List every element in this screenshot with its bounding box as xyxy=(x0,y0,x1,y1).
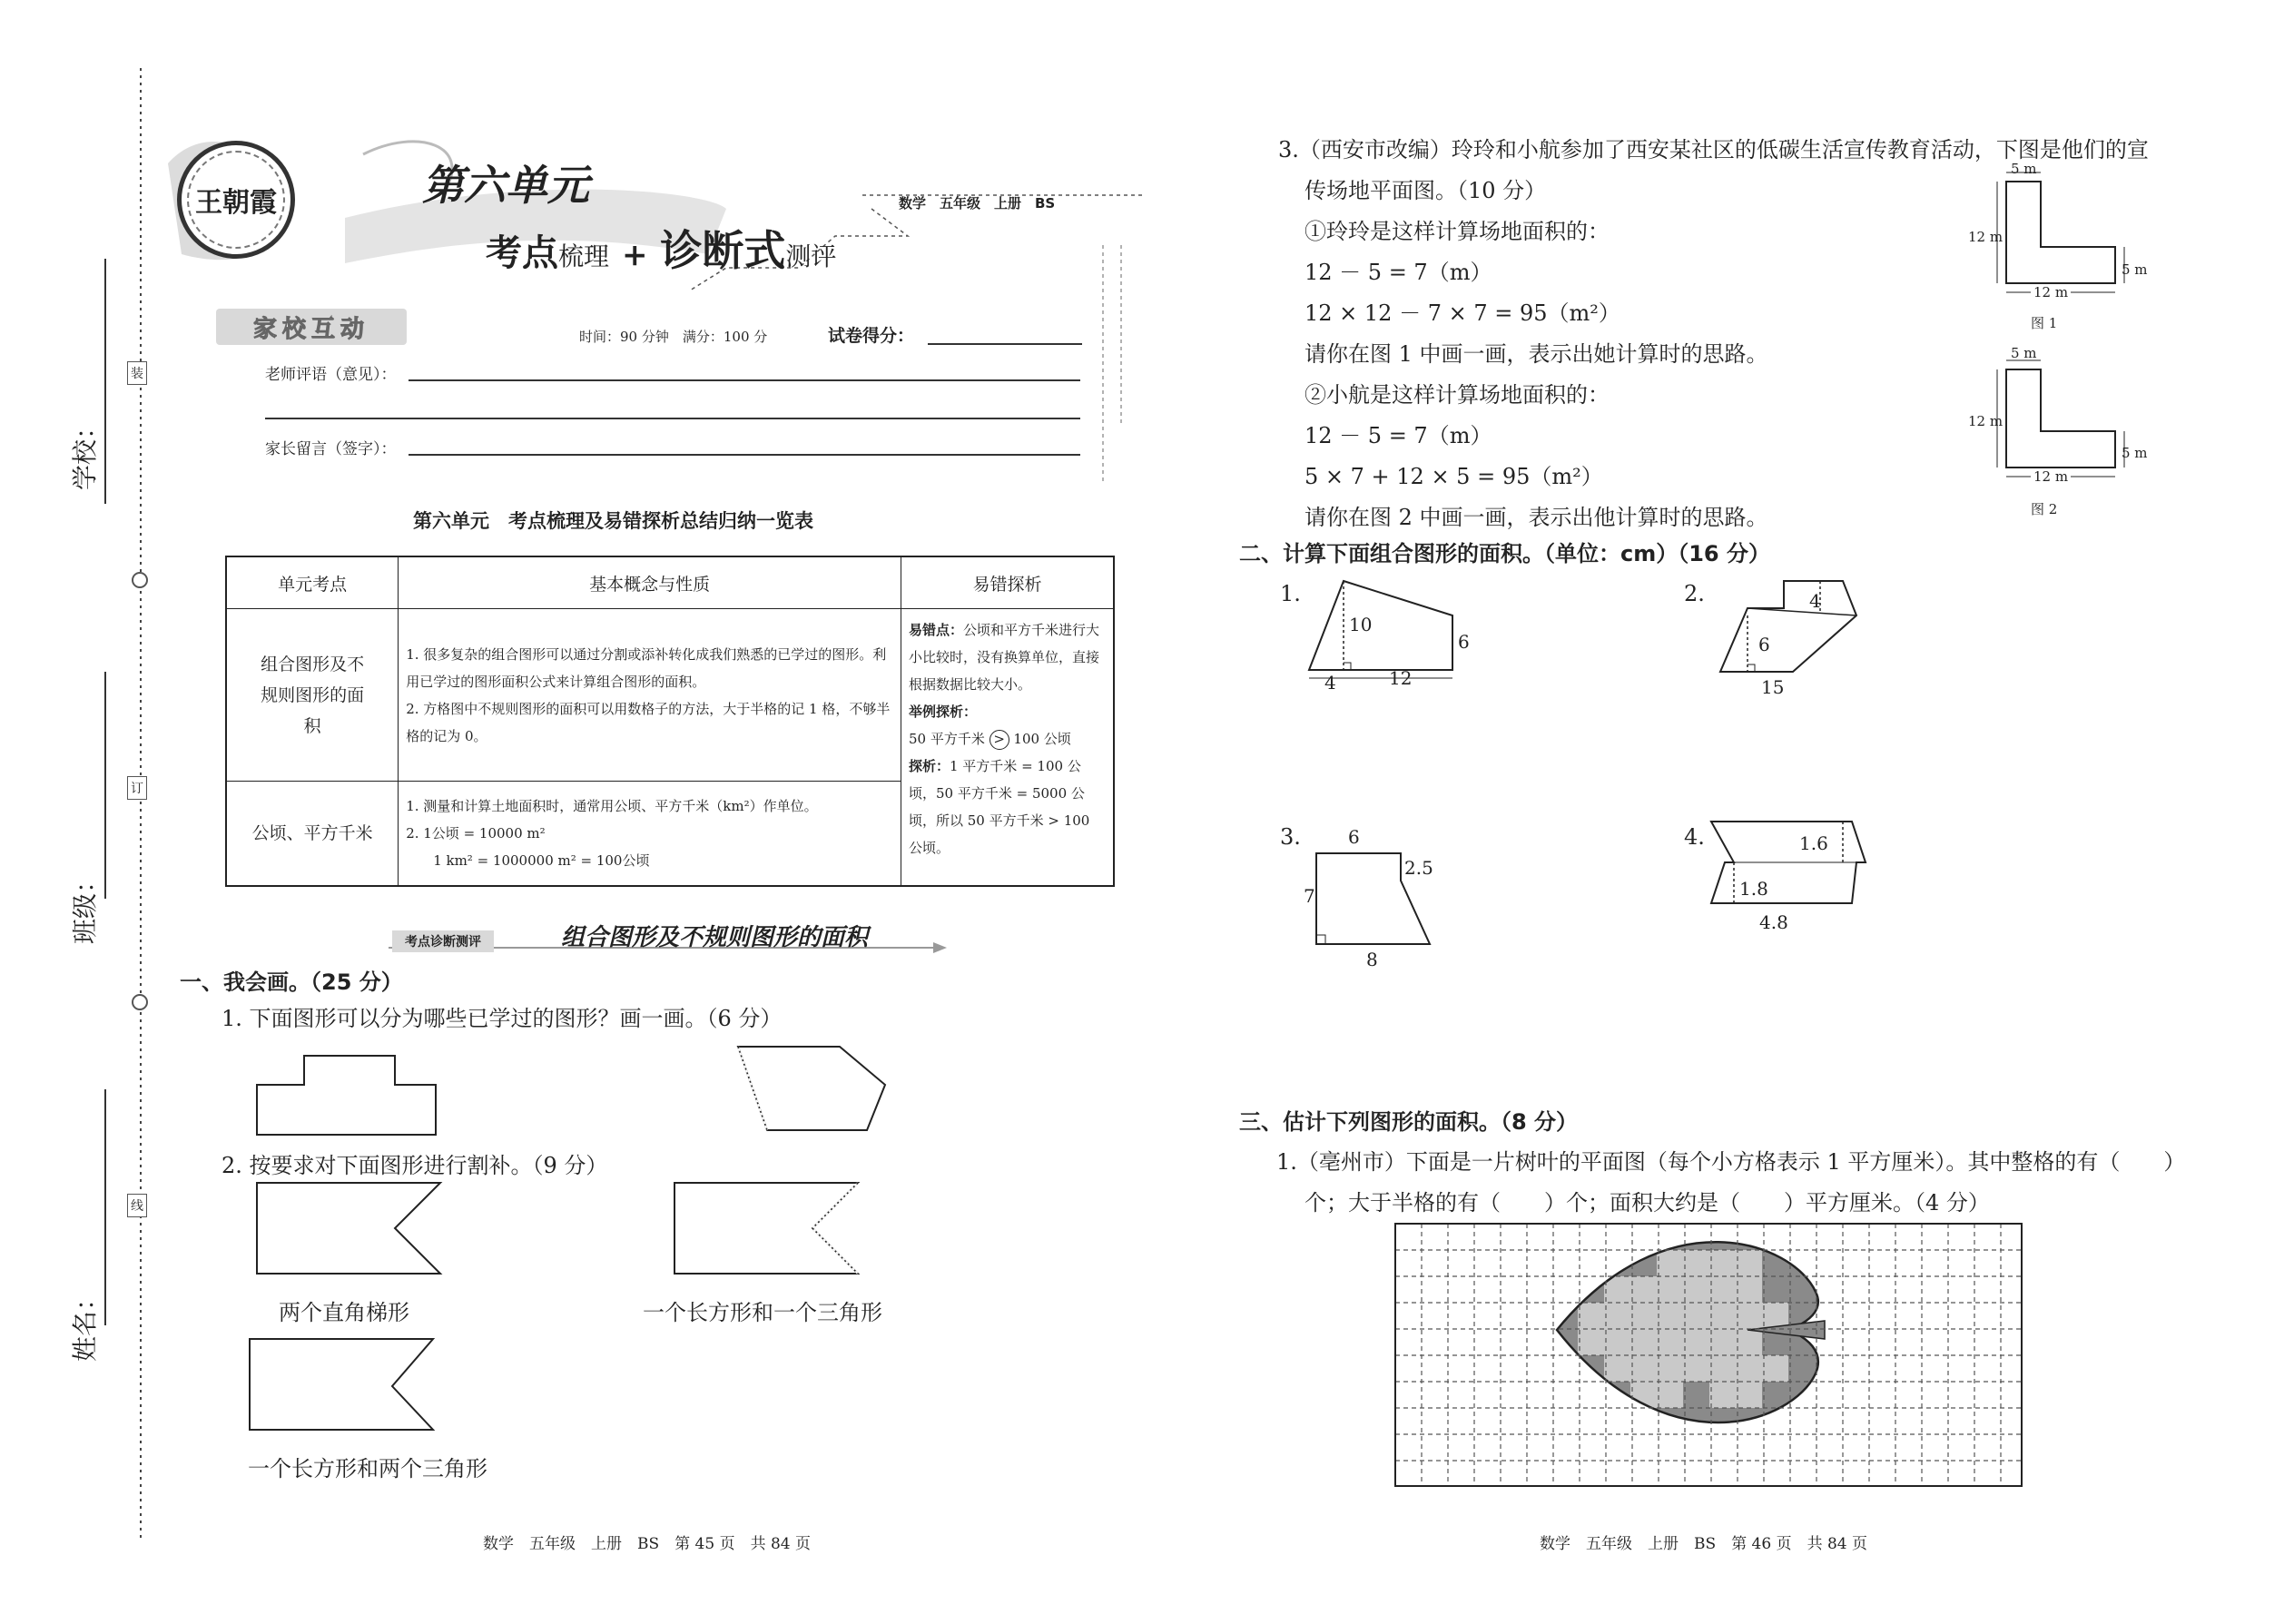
subtitle-plus: + xyxy=(621,237,648,273)
shape-cut-2 xyxy=(672,1180,871,1280)
shape-cut-1 xyxy=(254,1180,454,1280)
subtitle-zhenduan: 诊断式 xyxy=(660,226,786,275)
q3-b3: 5 × 7 + 12 × 5 = 95（m²） xyxy=(1305,464,1603,489)
p2-f1-num: 1. xyxy=(1280,581,1301,606)
teacher-comment-field-2[interactable] xyxy=(265,418,1080,419)
p2-figure-4 xyxy=(1707,817,1888,926)
class-field[interactable] xyxy=(104,672,106,899)
p2-figure-2 xyxy=(1707,572,1888,681)
q3-intro-1: 3.（西安市改编）玲玲和小航参加了西安某社区的低碳生活宣传教育活动，下图是他们的宣 xyxy=(1278,137,2149,162)
binding-dotted-line xyxy=(136,68,145,1611)
teacher-comment-label: 老师评语（意见）： xyxy=(265,366,397,384)
summary-concept-1-2: 2. 方格图中不规则图形的面积可以用数格子的方法，大于半格的记 1 格，不够半格的记为 0。 xyxy=(406,700,891,744)
teacher-comment-field-1[interactable] xyxy=(409,379,1080,381)
example-right: 100 公顷 xyxy=(1013,731,1071,747)
q3-b1: ②小航是这样计算场地面积的： xyxy=(1305,382,1610,408)
parent-comment-label: 家长留言（签字）： xyxy=(265,440,397,458)
logo xyxy=(177,141,295,259)
margin-circle-1 xyxy=(132,572,148,588)
fig2-bottom: 12 m xyxy=(2031,468,2071,485)
p2-f1-h: 10 xyxy=(1349,614,1373,635)
mistake-explain xyxy=(909,753,1106,861)
home-school-label-box xyxy=(216,309,407,345)
name-label: 姓名： xyxy=(70,1284,100,1362)
part1-q1: 1. 下面图形可以分为哪些已学过的图形？画一画。（6 分） xyxy=(222,1006,783,1031)
p2-f4-num: 4. xyxy=(1684,824,1705,850)
school-label: 学校： xyxy=(70,413,100,490)
summary-concept-2-1: 1. 测量和计算土地面积时，通常用公顷、平方千米（km²）作单位。 xyxy=(406,797,818,814)
summary-header-topic: 单元考点 xyxy=(226,556,399,609)
p2-f4-b: 1.8 xyxy=(1739,878,1768,900)
p2-f2-h: 6 xyxy=(1758,634,1770,655)
fig2-right: 5 m xyxy=(2122,445,2148,461)
mistake-point-text: 公顷和平方千米进行大小比较时，没有换算单位，直接根据数据比较大小。 xyxy=(908,622,1100,693)
q3-a4: 请你在图 1 中画一画，表示出她计算时的思路。 xyxy=(1305,341,1768,367)
q3-a2: 12 － 5 = 7（m） xyxy=(1305,260,1492,285)
p2-f3-l: 7 xyxy=(1304,885,1315,907)
mistake-point-label: 易错点： xyxy=(908,622,963,638)
summary-topic-2: 公顷、平方千米 xyxy=(226,782,399,886)
p2-figure-1 xyxy=(1307,572,1489,681)
q3-intro-2: 传场地平面图。（10 分） xyxy=(1305,178,1547,203)
p2-f2-b: 15 xyxy=(1761,676,1785,698)
summary-title: 第六单元 考点梳理及易错探析总结归纳一览表 xyxy=(413,510,813,532)
p2-f1-b1: 4 xyxy=(1324,672,1336,694)
example-left: 50 平方千米 xyxy=(908,731,985,747)
subtitle-ceping: 测评 xyxy=(785,241,837,271)
figure-1 xyxy=(1961,163,2161,345)
mistake-example-label: 举例探析： xyxy=(908,704,977,720)
summary-concepts-2 xyxy=(399,782,901,886)
p2-f3-b: 8 xyxy=(1366,949,1378,970)
fig1-top: 5 m xyxy=(2011,161,2037,177)
leaf-grid xyxy=(1393,1224,2029,1487)
fig1-right: 5 m xyxy=(2122,261,2148,278)
home-school-label: 家校互动 xyxy=(252,315,369,343)
class-label: 班级： xyxy=(70,867,100,944)
p2-f1-b2: 12 xyxy=(1389,667,1413,689)
mistake-point xyxy=(909,616,1106,698)
summary-concepts-1 xyxy=(399,609,901,782)
section-banner-tag: 考点诊断测评 xyxy=(392,930,494,952)
part3-heading: 三、估计下列图形的面积。（8 分） xyxy=(1239,1109,1579,1135)
q3-a3: 12 × 12 － 7 × 7 = 95（m²） xyxy=(1305,300,1620,326)
mistake-explain-label: 探析： xyxy=(908,758,950,774)
summary-header-mistake: 易错探析 xyxy=(901,556,1114,609)
part1-heading: 一、我会画。（25 分） xyxy=(180,969,403,995)
part1-q2: 2. 按要求对下面图形进行割补。（9 分） xyxy=(222,1153,608,1178)
part1-cap2: 一个长方形和一个三角形 xyxy=(643,1300,882,1325)
seal-char-3: 线 xyxy=(127,1194,147,1217)
fig2-caption: 图 2 xyxy=(2031,501,2058,517)
margin-circle-2 xyxy=(132,994,148,1010)
part3-q1b: 个；大于半格的有（ ）个；面积大约是（ ）平方厘米。（4 分） xyxy=(1305,1190,1990,1216)
summary-header-row xyxy=(226,556,1114,609)
school-field[interactable] xyxy=(104,259,106,504)
example-symbol: > xyxy=(989,730,1009,750)
subtitle-shuli: 梳理 xyxy=(558,241,610,271)
p2-f2-num: 2. xyxy=(1684,581,1705,606)
time-info: 时间：90 分钟 满分：100 分 xyxy=(579,329,768,345)
mistake-explain-text: 1 平方千米 = 100 公顷，50 平方千米 = 5000 公顷，所以 50 平方千米 > 100 公顷。 xyxy=(908,758,1090,856)
q3-a1: ①玲玲是这样计算场地面积的： xyxy=(1305,219,1610,244)
score-field[interactable] xyxy=(928,343,1082,345)
fig2-left: 12 m xyxy=(1968,413,2004,429)
home-school-lines xyxy=(1103,245,1157,481)
p2-f2-top: 4 xyxy=(1809,590,1821,612)
p2-f4-a: 1.6 xyxy=(1799,832,1828,854)
footer-right: 数学 五年级 上册 BS 第 46 页 共 84 页 xyxy=(1540,1535,1868,1553)
unit-title: 第六单元 xyxy=(422,161,589,210)
summary-concept-1-1: 1. 很多复杂的组合图形可以通过分割或添补转化成我们熟悉的已学过的图形。利用已学过的图形面积公式来计算组合图形的面积。 xyxy=(406,645,887,690)
subtitle-kaodian: 考点 xyxy=(486,231,558,274)
summary-topic-1: 组合图形及不规则图形的面积 xyxy=(226,609,399,782)
fig1-left: 12 m xyxy=(1968,229,2004,245)
shape-hexagon xyxy=(735,1044,917,1144)
summary-concept-2-2: 2. 1公顷 = 10000 m² xyxy=(406,824,546,842)
seal-char-1: 装 xyxy=(127,361,147,385)
name-field[interactable] xyxy=(104,1089,106,1325)
seal-char-2: 订 xyxy=(127,776,147,800)
section-banner-title: 组合图形及不规则图形的面积 xyxy=(561,924,869,951)
part1-cap3: 一个长方形和两个三角形 xyxy=(248,1456,487,1481)
fig1-bottom: 12 m xyxy=(2031,284,2071,300)
summary-mistake-cell xyxy=(901,609,1114,886)
mistake-example xyxy=(909,725,1106,753)
p2-f3-top: 6 xyxy=(1348,826,1360,848)
footer-left: 数学 五年级 上册 BS 第 45 页 共 84 页 xyxy=(483,1535,812,1553)
shape-step xyxy=(254,1053,481,1144)
summary-concept-2-3: 1 km² = 1000000 m² = 100公顷 xyxy=(433,851,650,869)
p2-f1-r: 6 xyxy=(1458,631,1470,653)
score-label: 试卷得分： xyxy=(828,326,915,346)
subtitle xyxy=(486,218,836,278)
summary-row-1 xyxy=(226,609,1114,782)
part2-heading: 二、计算下面组合图形的面积。（单位：cm）（16 分） xyxy=(1239,541,1770,566)
fig1-caption: 图 1 xyxy=(2031,315,2058,331)
p2-f4-c: 4.8 xyxy=(1759,911,1788,933)
fig2-top: 5 m xyxy=(2011,345,2037,361)
p2-f3-num: 3. xyxy=(1280,824,1301,850)
p2-f3-r: 2.5 xyxy=(1404,857,1433,879)
part3-q1a: 1.（亳州市）下面是一片树叶的平面图（每个小方格表示 1 平方厘米）。其中整格的有（ ） xyxy=(1276,1149,2186,1175)
summary-header-concept: 基本概念与性质 xyxy=(399,556,901,609)
q3-b2: 12 － 5 = 7（m） xyxy=(1305,423,1492,448)
shape-cut-3 xyxy=(247,1336,447,1436)
summary-table xyxy=(225,556,1115,887)
part1-cap1: 两个直角梯形 xyxy=(279,1300,409,1325)
parent-comment-field[interactable] xyxy=(409,454,1080,456)
q3-b4: 请你在图 2 中画一画，表示出他计算时的思路。 xyxy=(1305,505,1768,530)
logo-text: 王朝霞 xyxy=(195,187,277,219)
header-tag: 数学 五年级 上册 BS xyxy=(899,195,1056,212)
